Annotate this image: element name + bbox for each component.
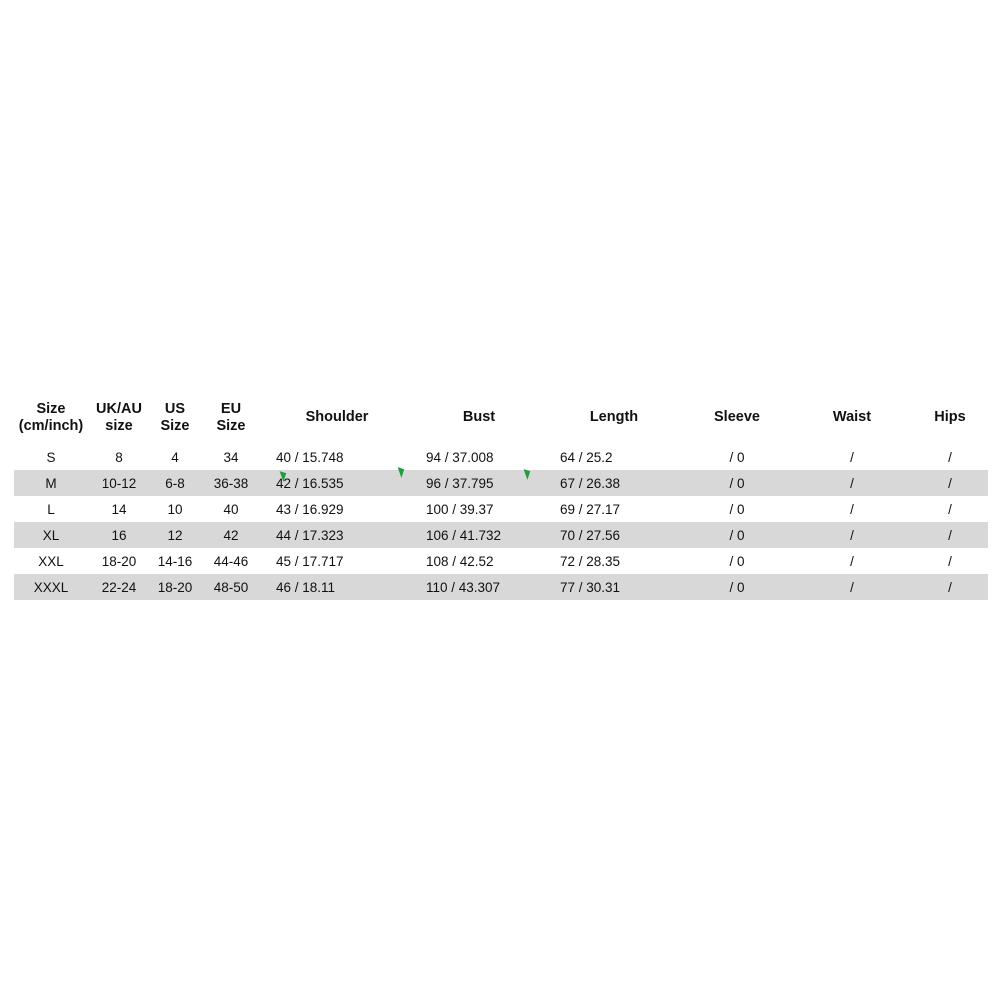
cell-sleeve: / 0 bbox=[729, 527, 745, 543]
cell-ukau: 16 bbox=[111, 527, 127, 543]
column-header-us-line1: US bbox=[164, 400, 186, 417]
column-header-waist: Waist bbox=[832, 409, 872, 426]
cell-waist: / bbox=[850, 527, 854, 543]
column-header-length: Length bbox=[589, 409, 639, 426]
cell-us: 14-16 bbox=[157, 553, 193, 569]
cell-us: 4 bbox=[171, 449, 179, 465]
cell-length: 70 / 27.56 bbox=[560, 527, 621, 543]
cell-sleeve: / 0 bbox=[729, 579, 745, 595]
cell-sleeve: / 0 bbox=[729, 449, 745, 465]
cell-ukau: 22-24 bbox=[101, 579, 137, 595]
cell-sleeve: / 0 bbox=[729, 475, 745, 491]
cell-hips: / bbox=[948, 449, 952, 465]
cell-hips: / bbox=[948, 475, 952, 491]
cell-eu: 44-46 bbox=[213, 553, 249, 569]
column-header-size-line2: (cm/inch) bbox=[18, 418, 84, 434]
size-chart bbox=[14, 392, 988, 600]
cell-size: XXL bbox=[38, 553, 64, 569]
column-header-size-line1: Size bbox=[36, 400, 66, 417]
cell-ukau: 14 bbox=[111, 501, 127, 517]
cell-waist: / bbox=[850, 475, 854, 491]
cell-size: XXXL bbox=[33, 579, 69, 595]
cell-sleeve: / 0 bbox=[729, 501, 745, 517]
column-header-ukau-line2: size bbox=[105, 418, 133, 434]
cell-shoulder: 43 / 16.929 bbox=[276, 501, 344, 517]
cell-shoulder: 40 / 15.748 bbox=[276, 449, 344, 465]
table-row bbox=[14, 574, 988, 600]
cell-waist: / bbox=[850, 579, 854, 595]
cell-bust: 100 / 39.37 bbox=[426, 501, 494, 517]
cell-hips: / bbox=[948, 553, 952, 569]
cell-ukau: 10-12 bbox=[101, 475, 137, 491]
column-header-eu-line2: Size bbox=[216, 418, 246, 434]
column-header-bust: Bust bbox=[462, 409, 496, 426]
table-body bbox=[14, 444, 988, 600]
cell-waist: / bbox=[850, 553, 854, 569]
cell-bust: 96 / 37.795 bbox=[426, 475, 494, 491]
cell-hips: / bbox=[948, 501, 952, 517]
table-header bbox=[14, 392, 988, 444]
cell-waist: / bbox=[850, 449, 854, 465]
cell-eu: 40 bbox=[223, 501, 239, 517]
cell-waist: / bbox=[850, 501, 854, 517]
cell-hips: / bbox=[948, 579, 952, 595]
table-row bbox=[14, 548, 988, 574]
column-header-us bbox=[150, 392, 200, 444]
column-header-eu-line1: EU bbox=[220, 400, 242, 417]
cell-eu: 48-50 bbox=[213, 579, 249, 595]
cell-size: M bbox=[45, 475, 57, 491]
size-chart-table bbox=[14, 392, 988, 600]
cell-shoulder: 46 / 18.11 bbox=[276, 579, 336, 595]
cell-hips: / bbox=[948, 527, 952, 543]
cell-eu: 36-38 bbox=[213, 475, 249, 491]
cell-size: XL bbox=[42, 527, 60, 543]
cell-length: 64 / 25.2 bbox=[560, 449, 613, 465]
header-row bbox=[14, 392, 988, 444]
cell-ukau: 18-20 bbox=[101, 553, 137, 569]
cell-bust: 108 / 42.52 bbox=[426, 553, 494, 569]
cell-us: 12 bbox=[167, 527, 183, 543]
column-header-sleeve: Sleeve bbox=[714, 409, 760, 426]
cell-length: 69 / 27.17 bbox=[560, 501, 621, 517]
cell-shoulder: 44 / 17.323 bbox=[276, 527, 344, 543]
cell-eu: 34 bbox=[223, 449, 239, 465]
cell-sleeve: / 0 bbox=[729, 553, 745, 569]
column-header-shoulder: Shoulder bbox=[305, 409, 369, 426]
cell-size: L bbox=[47, 501, 55, 517]
cell-ukau: 8 bbox=[115, 449, 123, 465]
table-row bbox=[14, 522, 988, 548]
cell-bust: 110 / 43.307 bbox=[426, 579, 501, 595]
column-header-ukau-line1: UK/AU bbox=[96, 400, 142, 417]
cell-bust: 94 / 37.008 bbox=[426, 449, 494, 465]
table-row bbox=[14, 496, 988, 522]
cell-eu: 42 bbox=[223, 527, 239, 543]
cell-us: 6-8 bbox=[165, 475, 185, 491]
table-row bbox=[14, 470, 988, 496]
column-header-ukau bbox=[88, 392, 150, 444]
table-row bbox=[14, 444, 988, 470]
column-header-size bbox=[14, 392, 88, 444]
cell-us: 18-20 bbox=[157, 579, 193, 595]
column-header-eu bbox=[200, 392, 262, 444]
cell-length: 77 / 30.31 bbox=[560, 579, 621, 595]
column-header-us-line2: Size bbox=[160, 418, 190, 434]
column-header-hips: Hips bbox=[934, 409, 966, 426]
cell-us: 10 bbox=[167, 501, 183, 517]
cell-shoulder: 42 / 16.535 bbox=[276, 475, 344, 491]
cell-length: 67 / 26.38 bbox=[560, 475, 621, 491]
cell-length: 72 / 28.35 bbox=[560, 553, 621, 569]
cell-shoulder: 45 / 17.717 bbox=[276, 553, 344, 569]
cell-bust: 106 / 41.732 bbox=[426, 527, 502, 543]
cell-size: S bbox=[46, 449, 56, 465]
